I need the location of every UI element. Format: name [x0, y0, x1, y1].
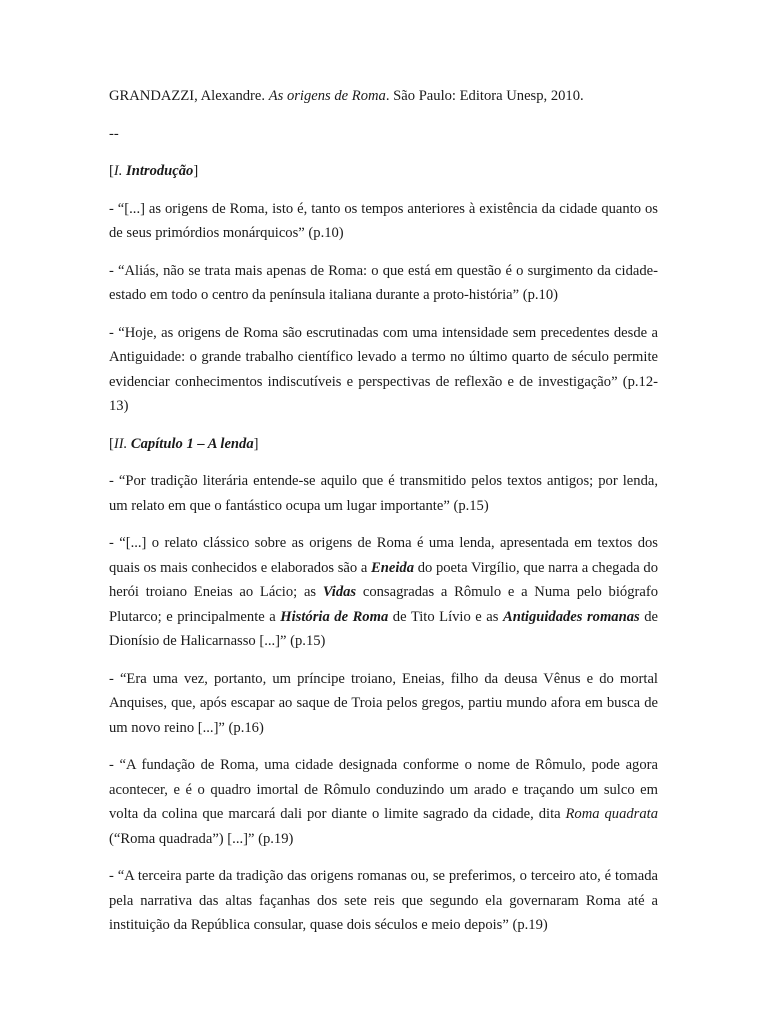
quote-paragraph: - “Aliás, não se trata mais apenas de Roma: o que está em questão é o surgimento da cidade-estado em todo o centro da península italiana durante a proto-história” (p.10) [109, 262, 658, 303]
citation-author: GRANDAZZI, Alexandre. [109, 88, 266, 104]
separator: -- [109, 125, 119, 142]
document-page [109, 84, 658, 951]
bracket-close: ] [193, 163, 199, 179]
section-heading-capitulo-1 [109, 432, 658, 457]
work-title-antiguidades-romanas: Antiguidades romanas [502, 608, 640, 625]
section-number: I. [113, 163, 123, 179]
quote-paragraph: - “Por tradição literária entende-se aquilo que é transmitido pelos textos antigos; por lenda, um relato em que o fantástico ocupa um lugar importante” (p.15) [109, 473, 658, 514]
section-number: II. [113, 435, 128, 452]
work-title-eneida: Eneida [371, 559, 415, 576]
term-roma-quadrata: Roma quadrata [565, 806, 658, 822]
section-heading-introducao [109, 159, 658, 184]
quote-paragraph: - “Era uma vez, portanto, um príncipe troiano, Eneias, filho da deusa Vênus e do mortal Anquises, que, após escapar ao saque de Troia pelos gregos, partiu mundo afora em busca de um novo reino [...]” (p.16) [109, 670, 658, 736]
citation-publisher: . São Paulo: Editora Unesp, 2010. [385, 88, 584, 104]
work-title-historia-de-roma: História de Roma [280, 608, 389, 625]
quote-paragraph [109, 531, 658, 654]
quote-text: (“Roma quadrada”) [...]” (p.19) [109, 830, 294, 847]
bracket-close: ] [253, 435, 259, 452]
bracket-open: [ [109, 163, 114, 179]
section-title: Introdução [126, 163, 194, 179]
quote-paragraph: - “Hoje, as origens de Roma são escrutinadas com uma intensidade sem precedentes desde a Antiguidade: o grande trabalho científico levado a termo no último quarto de século permite evidenciar conhecimentos indiscutíveis e perspectivas de reflexão e de investigação” (p.12-13) [109, 324, 658, 414]
quote-paragraph: - “A terceira parte da tradição das origens romanas ou, se preferimos, o terceiro ato, é tomada pela narrativa das altas façanhas dos sete reis que segundo ela governaram Roma até a instituição da República consular, quase dois séculos e meio depois” (p.19) [109, 868, 658, 933]
quote-text: - “[...] o relato clássico sobre as origens de Roma é uma lenda, apresentada em textos dos quais os mais conhecidos e elaborados são a [109, 535, 658, 576]
bracket-open: [ [109, 435, 114, 452]
quote-paragraph: - “[...] as origens de Roma, isto é, tanto os tempos anteriores à existência da cidade quanto os de seus primórdios monárquicos” (p.10) [109, 200, 658, 241]
quote-paragraph [109, 753, 658, 851]
quote-text: de Dionísio de Halicarnasso [...]” (p.15) [109, 608, 659, 649]
bibliographic-citation [109, 84, 658, 109]
quote-text: consagradas a Rômulo e a Numa pelo biógrafo Plutarco; e principalmente a [109, 584, 658, 625]
section-title: Capítulo 1 – A lenda [130, 435, 254, 452]
quote-text: - “A fundação de Roma, uma cidade designada conforme o nome de Rômulo, pode agora acontecer, e é o quadro imortal de Rômulo conduzindo um arado e traçando um sulco em volta da colina que marcará dali por diante o limite sagrado da cidade, dita [109, 757, 658, 822]
work-title-vidas: Vidas [322, 584, 357, 600]
citation-title: As origens de Roma [268, 88, 386, 104]
quote-text: do poeta Virgílio, que narra a chegada do herói troiano Eneias ao Lácio; as [109, 559, 658, 600]
quote-text: de Tito Lívio e as [388, 608, 503, 625]
